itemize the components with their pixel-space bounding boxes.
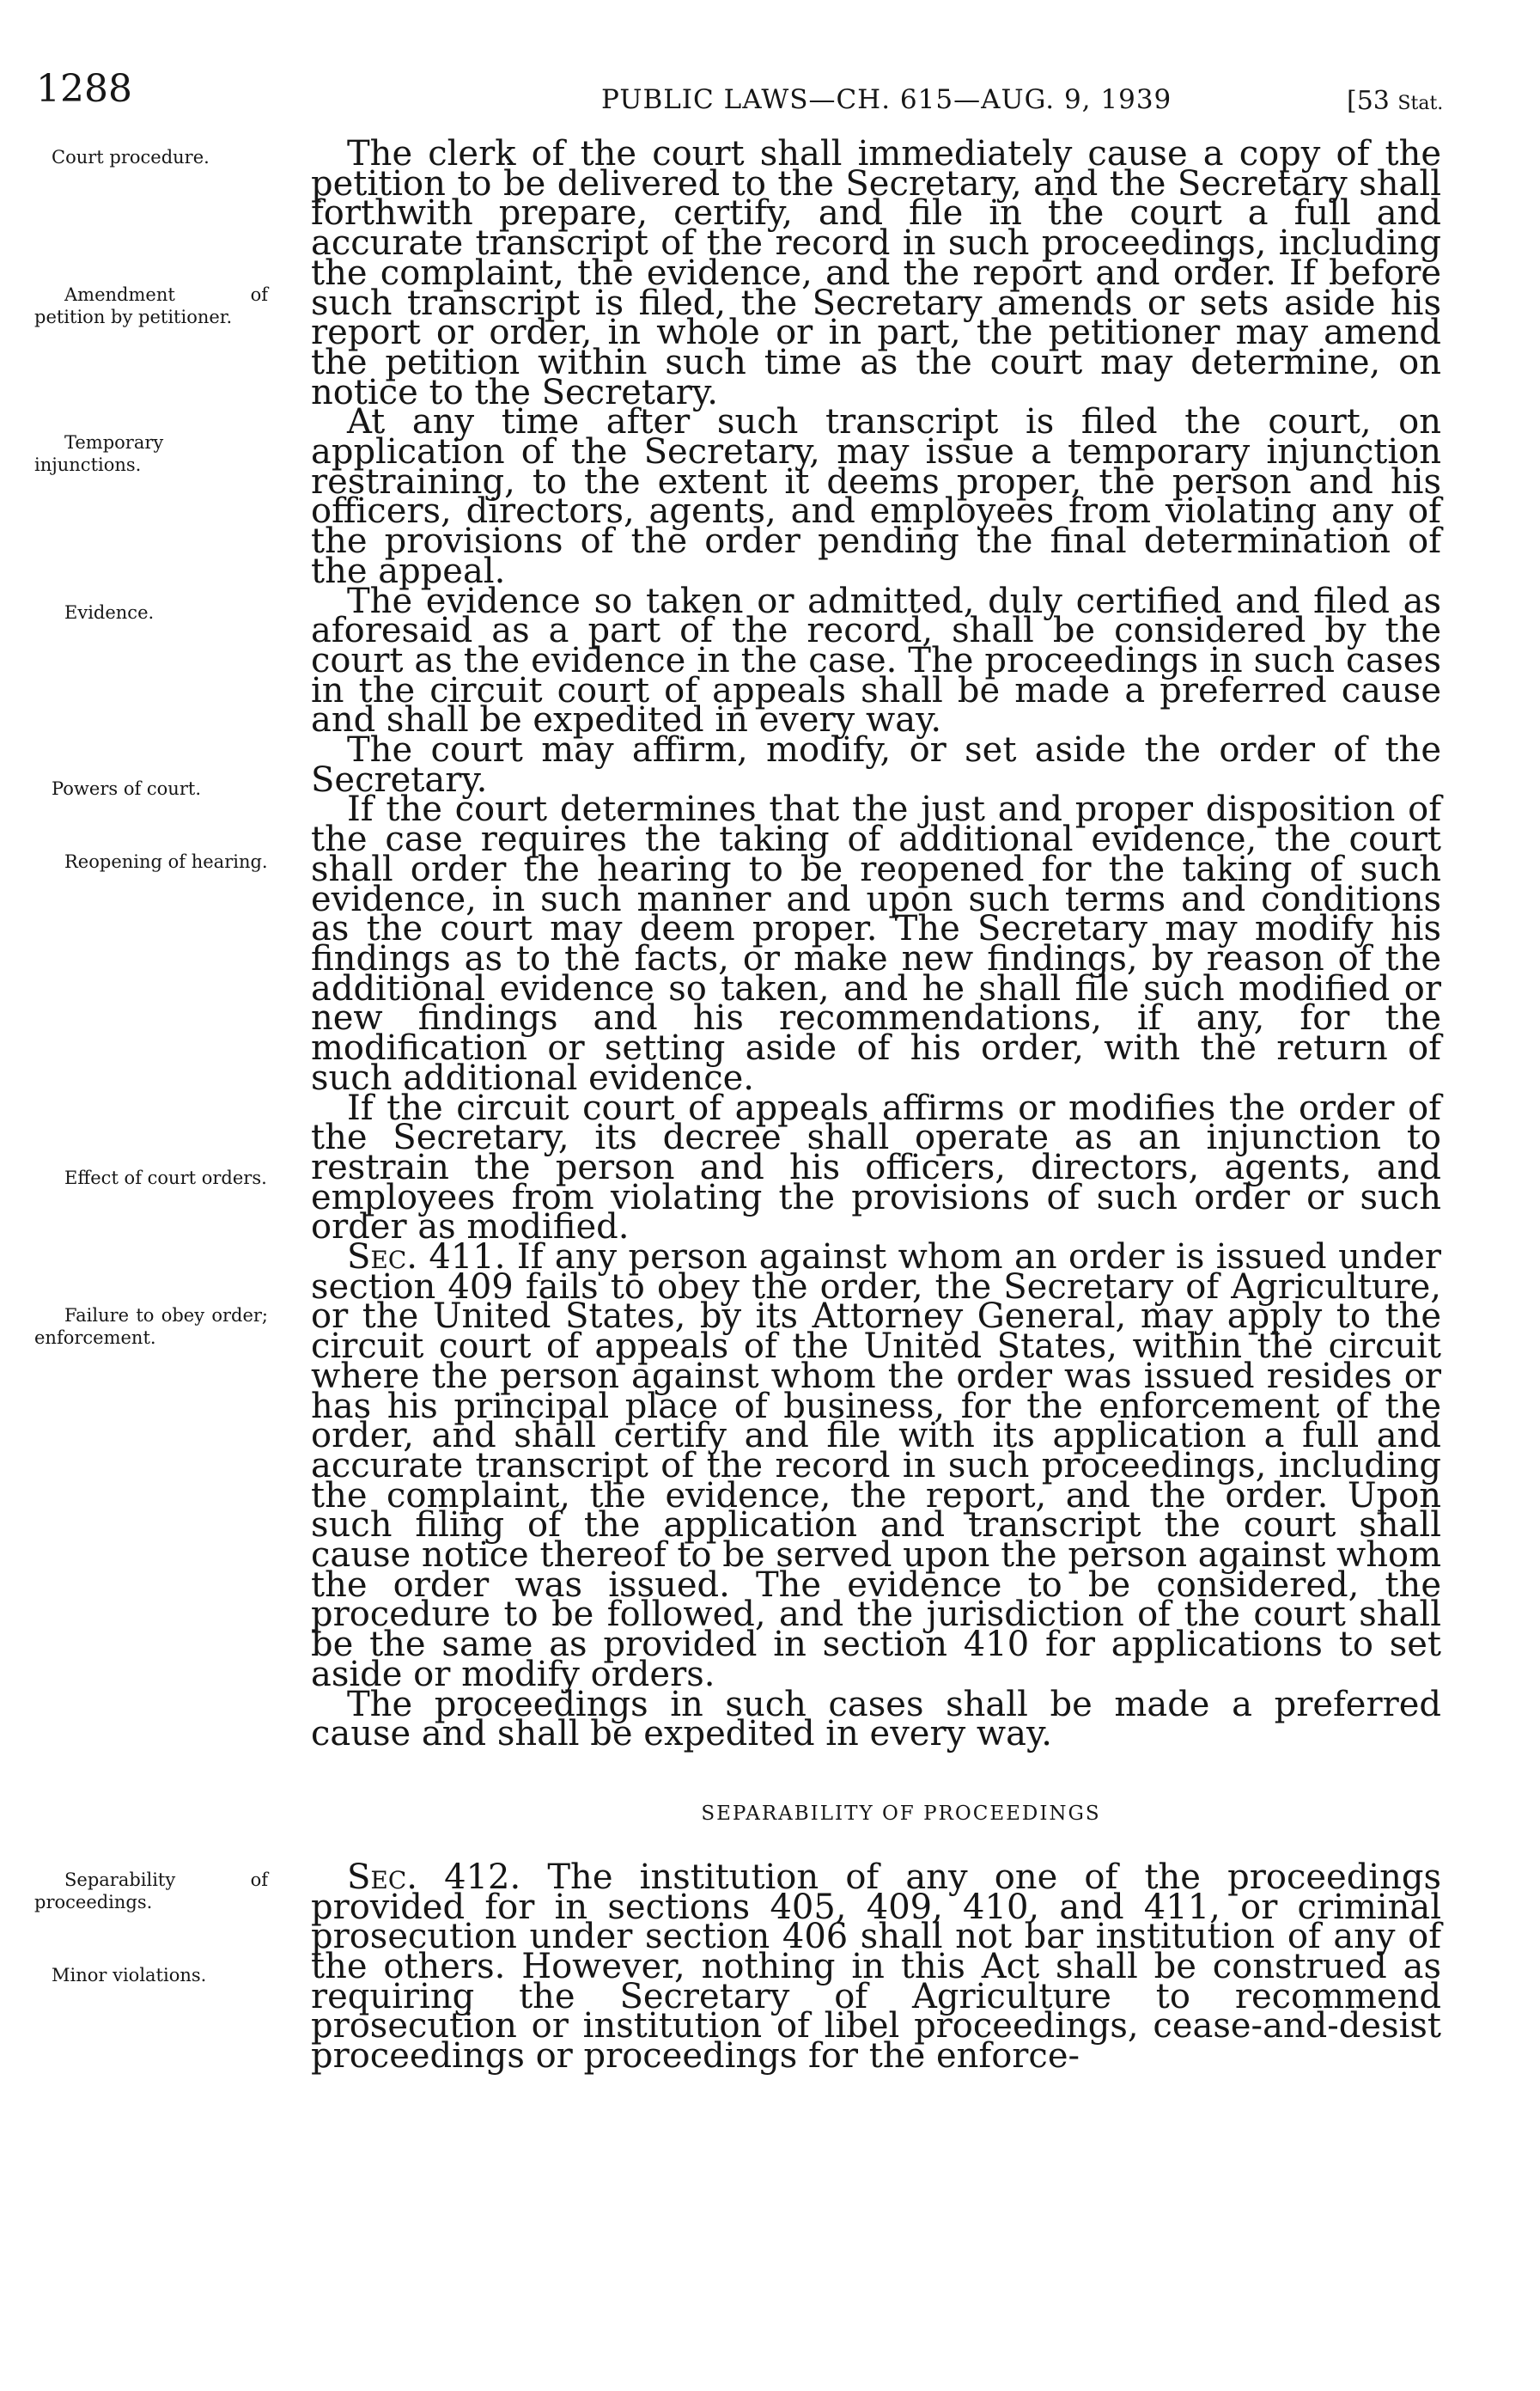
section-label: Sec. [347, 1237, 417, 1278]
paragraph-preferred-cause: The proceedings in such cases shall be made a preferred cause and shall be expedited in every way. [311, 1684, 1441, 1754]
volume-reference [1347, 86, 1443, 116]
paragraph-section-411 [311, 1237, 1441, 1694]
margin-note-reopening: Reopening of hearing. [64, 851, 268, 872]
section-411-text: 411. If any person against whom an order is issued under section 409 fails to obey the order, the Secretary of Agriculture, or the United States, by its Attorney General, may apply to the circuit court of appeals of the United States, within the circuit where the person against whom the order was issued resides or has his principal place of business, for the enforcement of the order, and shall certify and file with its application a full and accurate transcript of the record in such proceedings, including the complaint, the evidence, the report, and the order. Upon such filing of the application and transcript the court shall cause notice thereof to be served upon the person against whom the order was issued. The evidence to be considered, the procedure to be followed, and the jurisdiction of the court shall be the same as provided in section 410 for applications to set aside or modify orders. [311, 1237, 1441, 1694]
margin-note-effect-of-orders: Effect of court orders. [64, 1168, 267, 1188]
paragraph-temporary-injunction: At any time after such transcript is filed the court, on application of the Secretary, may issue a temporary injunction restraining, to the extent it deems proper, the person and his officers, directors, agents, and employees from violating any of the provisions of the order pending the final determination of the appeal. [311, 402, 1441, 591]
paragraph-evidence: The evidence so taken or admitted, duly certified and filed as aforesaid as a part of the record, shall be considered by the court as the evidence in the case. The proceedings in such cases in the circuit court of appeals shall be made a preferred cause and shall be expedited in every way. [311, 581, 1441, 741]
volume-abbrev: Stat. [1397, 93, 1444, 114]
paragraph-court-procedure: The clerk of the court shall immediately cause a copy of the petition to be delivered to the Secretary, and the Secretary shall forthwith prepare, certify, and file in the court a full and accurate transcript of the record in such proceedings, including the complaint, the evidence, and the report and order. If before such transcript is filed, the Secretary amends or sets aside his report or order, in whole or in part, the petitioner may amend the petition within such time as the court may determine, on notice to the Secretary. [311, 134, 1441, 412]
paragraph-reopening: If the court determines that the just and proper disposition of the case requires the taking of additional evidence, the court shall order the hearing to be reopened for the taking of such evidence, in such manner and upon such terms and conditions as the court may deem proper. The Secretary may modify his findings as to the facts, or make new findings, by reason of the additional evidence so taken, and he shall file such modified or new findings and his recommendations, if any, for the modification or setting aside of his order, with the return of such additional evidence. [311, 790, 1441, 1098]
paragraph-section-412 [311, 1857, 1441, 2077]
section-412-text: 412. The institution of any one of the proceedings provided for in sections 405, 409, 410, and 411, or criminal prosecution under section 406 shall not bar institution of any of the others. However, nothing in this Act shall be construed as requiring the Secretary of Agriculture to recommend prosecution or institution of libel proceedings, cease-and-desist proceedings or proceedings for the enforce- [311, 1857, 1441, 2077]
section-heading: SEPARABILITY OF PROCEEDINGS [701, 1802, 1101, 1825]
page-number: 1288 [36, 67, 132, 111]
section-label: Sec. [347, 1857, 417, 1897]
margin-note-minor-violations: Minor violations. [52, 1965, 207, 1985]
paragraph-effect-of-decree: If the circuit court of appeals affirms or modifies the order of the Secretary, its decree shall operate as an injunction to restrain the person and his officers, directors, agents, and employees from violating the provisions of such order or such order as modified. [311, 1088, 1441, 1247]
margin-note-failure-to-obey: Failure to obey order; enforcement. [34, 1305, 268, 1348]
margin-note-court-procedure: Court procedure. [52, 147, 210, 168]
volume-number: [53 [1347, 86, 1398, 116]
paragraph-powers-of-court: The court may affirm, modify, or set aside the order of the Secretary. [311, 730, 1441, 800]
margin-note-amendment: Amendment of petition by petitioner. [34, 284, 268, 327]
margin-note-separability: Separability of proceedings. [34, 1869, 268, 1912]
margin-note-temporary-injunctions: Temporary injunctions. [34, 432, 164, 475]
margin-notes [0, 0, 283, 2391]
margin-note-powers-of-court: Powers of court. [52, 778, 201, 799]
statute-text [311, 134, 1441, 2077]
running-head: PUBLIC LAWS—CH. 615—AUG. 9, 1939 [601, 84, 1172, 115]
margin-note-evidence: Evidence. [64, 602, 155, 623]
